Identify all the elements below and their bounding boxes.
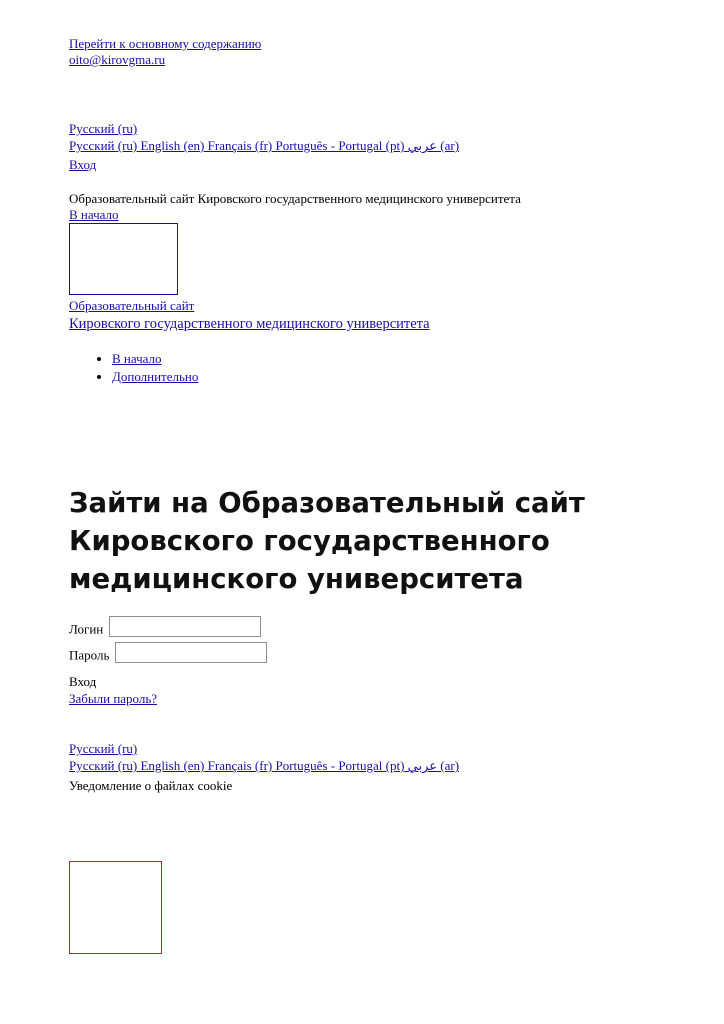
footer-image-placeholder: [69, 861, 162, 954]
footer-language-current-link[interactable]: Русский (ru): [69, 741, 138, 756]
site-name-line1-link[interactable]: Образовательный сайт: [69, 298, 195, 313]
primary-navigation: [91, 350, 198, 386]
site-name-line2-link[interactable]: Кировского государственного медицинского университета: [69, 316, 430, 332]
login-submit-button[interactable]: Вход: [69, 674, 97, 689]
page-title: Зайти на Образовательный сайт Кировского государственного медицинского университета: [69, 487, 585, 595]
nav-link-home[interactable]: В начало: [112, 351, 162, 366]
footer-language-options-link[interactable]: Русский (ru) English (en) Français (fr) Português - Portugal (pt) عربي (ar): [69, 758, 460, 773]
username-label: Логин: [69, 621, 104, 637]
password-input[interactable]: [115, 642, 267, 663]
nav-item-home: [112, 350, 198, 368]
email-link[interactable]: oito@kirovgma.ru: [69, 52, 166, 67]
nav-link-more[interactable]: Дополнительно: [112, 369, 199, 384]
password-label: Пароль: [69, 647, 110, 663]
login-link[interactable]: Вход: [69, 157, 97, 172]
site-logo-image[interactable]: [69, 223, 178, 295]
username-row: [69, 620, 261, 641]
skip-to-content-link[interactable]: Перейти к основному содержанию: [69, 36, 262, 51]
nav-item-more: [112, 368, 198, 386]
home-link[interactable]: В начало: [69, 207, 119, 222]
cookie-notice[interactable]: Уведомление о файлах cookie: [69, 778, 233, 793]
site-full-name: Образовательный сайт Кировского государственного медицинского университета: [69, 191, 521, 206]
language-options-link[interactable]: Русский (ru) English (en) Français (fr) Português - Portugal (pt) عربي (ar): [69, 138, 460, 153]
language-current-link[interactable]: Русский (ru): [69, 121, 138, 136]
password-row: [69, 646, 267, 667]
username-input[interactable]: [109, 616, 261, 637]
forgot-password-link[interactable]: Забыли пароль?: [69, 691, 158, 706]
